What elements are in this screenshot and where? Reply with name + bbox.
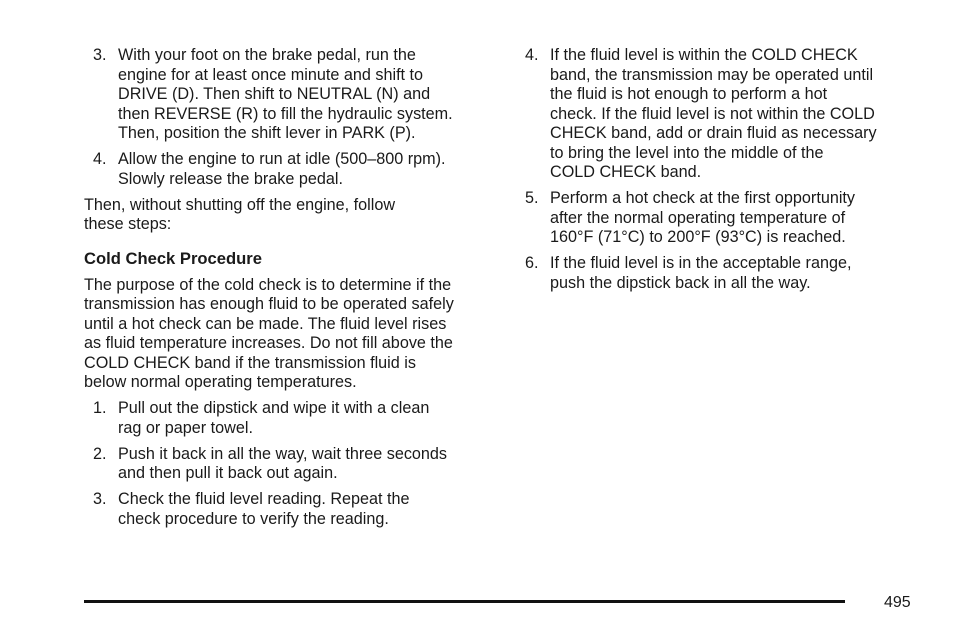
list-item-text: Pull out the dipstick and wipe it with a clean rag or paper towel. [118, 399, 430, 437]
list-item-number: 1. [93, 399, 107, 417]
right-column [516, 46, 916, 300]
list-item-text: Push it back in all the way, wait three seconds and then pull it back out again. [118, 444, 448, 482]
page-number: 495 [884, 594, 911, 611]
footer-rule [84, 600, 845, 603]
list-item-number: 4. [525, 46, 539, 64]
list-item-text: Perform a hot check at the first opportunity after the normal operating temperature of 160°F (71°C) to 200°F (93°C) is reached. [550, 189, 856, 246]
list-item [84, 445, 490, 484]
purpose-paragraph: The purpose of the cold check is to determine if the transmission has enough fluid to be operated safely until a hot check can be made. The fluid level rises as fluid temperature increases. Do not fill above the COLD CHECK band if the transmission fluid is below normal operating temperatures. [84, 275, 454, 391]
list-item-text: If the fluid level is in the acceptable range, push the dipstick back in all the way. [550, 254, 852, 292]
list-item [516, 254, 916, 293]
list-item-text: With your foot on the brake pedal, run the engine for at least once minute and shift to DRIVE (D). Then shift to NEUTRAL (N) and then REVERSE (R) to fill the hydraulic system. Then, position the shift lever in PARK (P). [118, 46, 453, 142]
list-item [84, 150, 490, 189]
list-item [84, 490, 490, 529]
list-item [84, 46, 490, 144]
list-item-number: 5. [525, 189, 539, 207]
list-item-text: If the fluid level is within the COLD CHECK band, the transmission may be operated until the fluid is hot enough to perform a hot check. If the fluid level is not within the COLD CHECK band, add or drain fluid as necessary to bring the level into the middle of the COLD CHECK band. [550, 46, 877, 181]
section-heading: Cold Check Procedure [84, 248, 262, 268]
left-column [84, 46, 490, 536]
list-item-number: 3. [93, 490, 107, 508]
list-item [516, 189, 916, 248]
list-item-number: 2. [93, 444, 107, 463]
list-item [84, 399, 490, 438]
list-item-number: 4. [93, 150, 107, 168]
list-item-text: Allow the engine to run at idle (500–800 rpm). Slowly release the brake pedal. [118, 150, 446, 188]
list-item-number: 6. [525, 254, 539, 272]
then-paragraph: Then, without shutting off the engine, follow these steps: [84, 195, 396, 233]
list-item-text: Check the fluid level reading. Repeat the check procedure to verify the reading. [118, 490, 410, 528]
list-item [516, 46, 916, 183]
list-item-number: 3. [93, 46, 107, 64]
